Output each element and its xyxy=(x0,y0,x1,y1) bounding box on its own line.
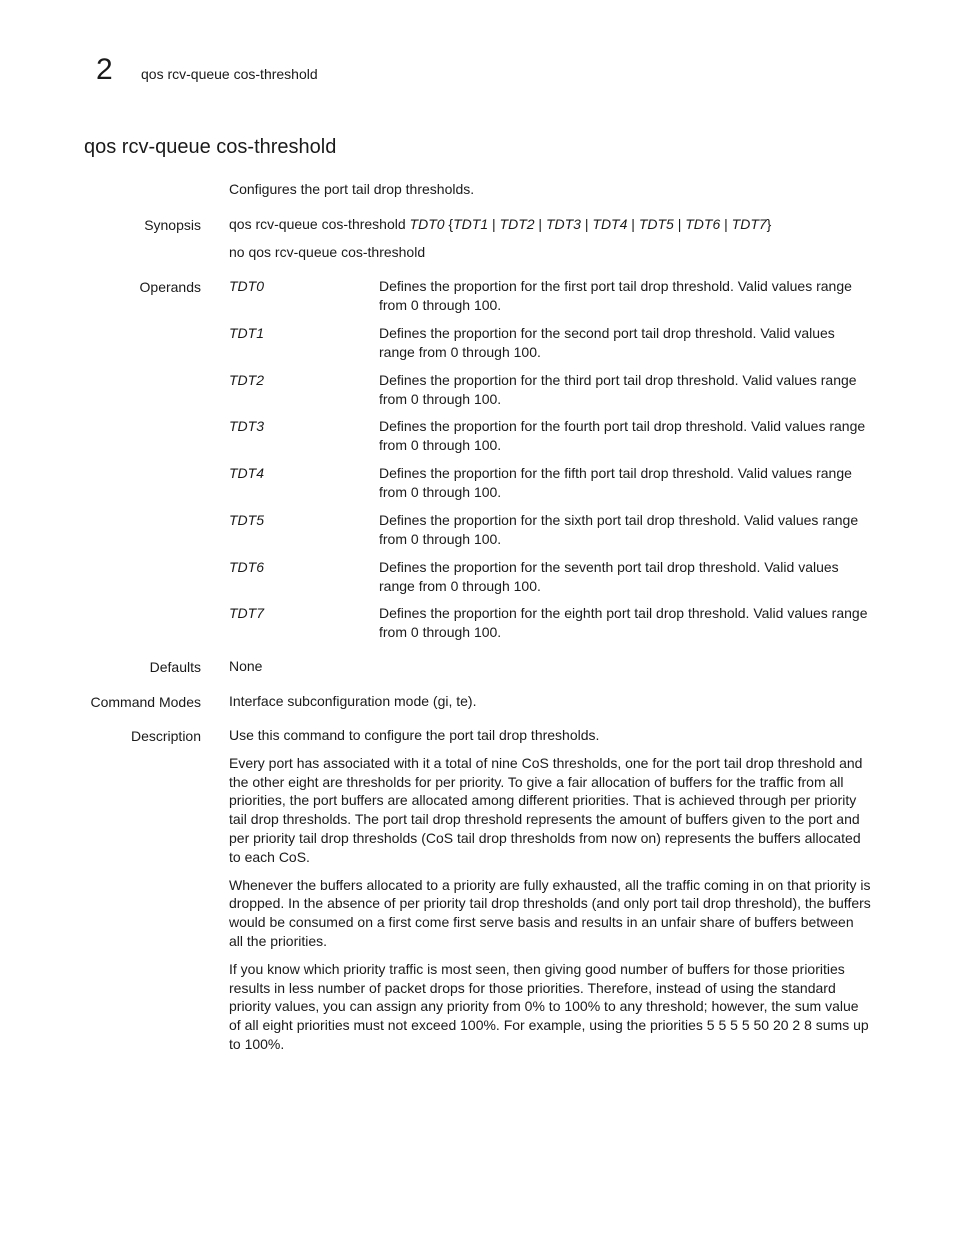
chapter-number: 2 xyxy=(96,53,113,86)
synopsis-arg: TDT4 xyxy=(592,216,628,232)
synopsis-arg0: TDT0 xyxy=(409,216,445,232)
synopsis-open-brace: { xyxy=(444,216,454,232)
operand-name: TDT0 xyxy=(229,278,264,294)
synopsis-sep: | xyxy=(580,216,593,232)
synopsis-sep: | xyxy=(488,216,500,232)
description-paragraph: Whenever the buffers allocated to a priority are fully exhausted, all the traffic coming in on that priority is dropped. In the absence of per priority tail drop thresholds (and only port tail drop threshold), the buffers would be consumed on a first come first serve basis and results in an unfair share of buffers between all the priorities. xyxy=(229,876,871,949)
description-body xyxy=(229,726,871,1063)
command-modes-value: Interface subconfiguration mode (gi, te). xyxy=(229,693,477,709)
operand-description: Defines the proportion for the sixth port tail drop threshold. Valid values range from 0 through 100. xyxy=(379,512,859,547)
synopsis-command: qos rcv-queue cos-threshold xyxy=(229,216,406,232)
synopsis-sep: | xyxy=(534,216,546,232)
operand-name: TDT6 xyxy=(229,559,264,575)
intro-text: Configures the port tail drop thresholds. xyxy=(229,181,475,197)
operand-description: Defines the proportion for the first port tail drop threshold. Valid values range from 0 through 100. xyxy=(379,278,852,313)
synopsis-sep: | xyxy=(720,216,732,232)
synopsis-sep: | xyxy=(673,216,686,232)
operand-description: Defines the proportion for the third port tail drop threshold. Valid values range from 0 through 100. xyxy=(379,372,857,407)
operand-name: TDT5 xyxy=(229,512,264,528)
synopsis-arg: TDT1 xyxy=(453,216,489,232)
operand-description: Defines the proportion for the second port tail drop threshold. Valid values range from 0 through 100. xyxy=(379,325,835,360)
operand-name: TDT3 xyxy=(229,418,264,434)
description-paragraph: Use this command to configure the port tail drop thresholds. xyxy=(229,727,600,743)
synopsis-arg: TDT3 xyxy=(545,216,581,232)
synopsis-arg: TDT6 xyxy=(685,216,721,232)
operand-name: TDT2 xyxy=(229,372,264,388)
synopsis-arg: TDT7 xyxy=(731,216,767,232)
operand-description: Defines the proportion for the seventh port tail drop threshold. Valid values range from 0 through 100. xyxy=(379,559,839,594)
synopsis-arg: TDT2 xyxy=(499,216,535,232)
operand-description: Defines the proportion for the eighth port tail drop threshold. Valid values range from 0 through 100. xyxy=(379,605,868,640)
label-defaults: Defaults xyxy=(149,659,201,675)
page-title: qos rcv-queue cos-threshold xyxy=(84,136,337,158)
description-paragraph: If you know which priority traffic is most seen, then giving good number of buffers for those priorities results in less number of packet drops for those priorities. Therefore, instead of using the standard priority values, you can assign any priority from 0% to 100% to any threshold; however, the sum value of all eight priorities must not exceed 100%. For example, using the priorities 5 5 5 5 50 20 2 8 sums up to 100%. xyxy=(229,960,869,1052)
label-operands: Operands xyxy=(139,279,201,295)
synopsis-sep: | xyxy=(627,216,639,232)
synopsis-arg: TDT5 xyxy=(638,216,674,232)
synopsis-line xyxy=(229,215,871,234)
description-paragraph: Every port has associated with it a total of nine CoS thresholds, one for the port tail drop threshold and the other eight are thresholds for per priority. To give a fair allocation of buffers for the traffic from all priorities, the port buffers are allocated among different priorities. That is achieved through per priority tail drop thresholds. The port tail drop threshold represents the amount of buffers given to the port and per priority tail drop thresholds (CoS tail drop thresholds from now on) represents the buffers allocated to each CoS. xyxy=(229,754,863,865)
operand-description: Defines the proportion for the fifth port tail drop threshold. Valid values range from 0 through 100. xyxy=(379,465,852,500)
operand-description: Defines the proportion for the fourth port tail drop threshold. Valid values range from 0 through 100. xyxy=(379,418,866,453)
operand-name: TDT7 xyxy=(229,605,264,621)
synopsis-close-brace: } xyxy=(766,216,772,232)
synopsis-no-form: no qos rcv-queue cos-threshold xyxy=(229,244,426,260)
running-header: qos rcv-queue cos-threshold xyxy=(141,66,318,82)
operand-name: TDT4 xyxy=(229,465,264,481)
defaults-value: None xyxy=(229,658,263,674)
operand-name: TDT1 xyxy=(229,325,264,341)
label-synopsis: Synopsis xyxy=(144,217,201,233)
label-command-modes: Command Modes xyxy=(90,694,201,710)
label-description: Description xyxy=(130,728,201,744)
